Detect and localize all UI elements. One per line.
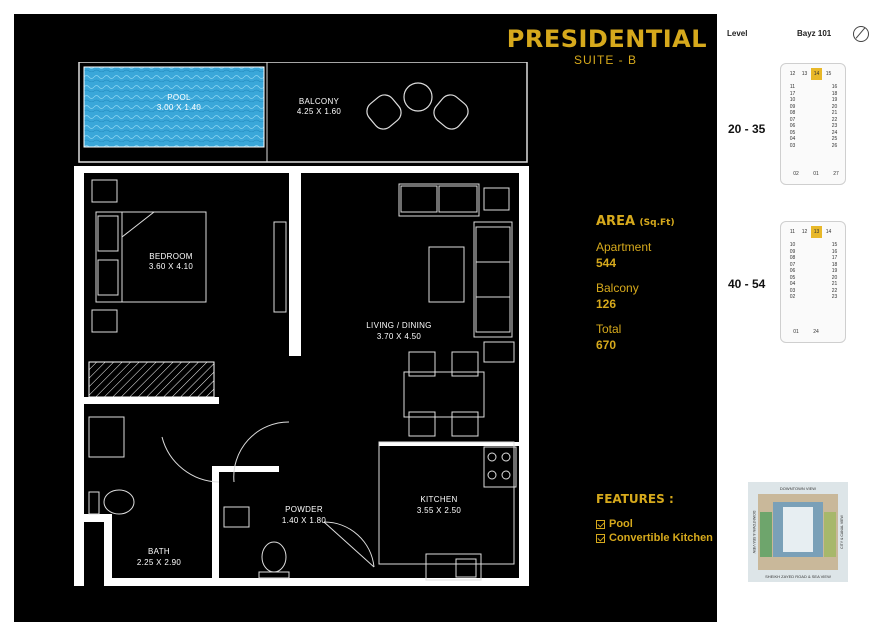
site-plan-image: [748, 482, 848, 582]
key-plan-unit: 08: [789, 110, 796, 116]
key-plan-unit: 04: [789, 136, 796, 142]
key-plan-unit: 19: [831, 268, 838, 274]
key-plan-unit: 03: [789, 287, 796, 294]
key-plan-unit: 15: [831, 242, 838, 248]
living-label: LIVING / DINING: [366, 321, 432, 330]
key-plan-unit: 13: [801, 71, 808, 77]
area-title: [596, 214, 716, 229]
key-plan-unit: 24: [813, 329, 819, 335]
kitchen-label: KITCHEN: [420, 495, 458, 504]
total-area-label: Total: [596, 322, 622, 336]
building-name: Bayz 101: [797, 29, 832, 38]
unit-title: PRESIDENTIAL: [506, 25, 707, 53]
checkbox-icon: [596, 534, 605, 543]
features-panel: [596, 492, 726, 544]
key-plan-unit: 12: [801, 229, 808, 235]
key-plan-unit: 08: [789, 255, 796, 261]
key-plan-unit: 02: [793, 171, 799, 177]
key-plan-unit: 18: [831, 261, 838, 268]
key-plan-unit: 07: [789, 116, 796, 123]
site-right-label: CITY & CANAL VIEW: [840, 515, 844, 549]
bedroom-size: 3.60 X 4.10: [148, 262, 194, 271]
unit-subtitle: SUITE - B: [573, 53, 637, 67]
balcony-area-value: 126: [596, 297, 617, 311]
key-plan-unit: 05: [789, 274, 796, 281]
level-range-2: 40 - 54: [728, 277, 766, 291]
key-plan-unit: 15: [825, 71, 832, 77]
powder-label: POWDER: [285, 505, 323, 514]
dining-table: [404, 352, 484, 436]
feature-item: [596, 532, 726, 544]
features-title: FEATURES :: [596, 492, 674, 506]
key-plan-unit: 01: [793, 329, 799, 335]
checkbox-icon: [596, 520, 605, 529]
wardrobe: [274, 222, 286, 312]
key-plan-unit: 21: [831, 110, 838, 116]
title-block: [507, 26, 707, 67]
key-plan-unit: 27: [833, 171, 839, 177]
key-plan-unit: 18: [831, 90, 838, 97]
powder-size: 1.40 X 1.80: [281, 516, 327, 525]
kitchen-size: 3.55 X 2.50: [416, 506, 462, 515]
pool-size: 3.00 X 1.40: [156, 103, 202, 112]
feature-kitchen: Convertible Kitchen: [609, 532, 713, 544]
key-plan-unit: 17: [789, 90, 796, 97]
bath-label: BATH: [148, 547, 170, 556]
balcony-label: BALCONY: [298, 97, 340, 106]
apartment-area-label: Apartment: [596, 240, 652, 254]
key-plan-unit: 17: [831, 255, 838, 261]
key-plan-unit: 09: [789, 103, 796, 110]
key-plan-unit: 26: [831, 142, 838, 149]
site-bottom-label: SHEIKH ZAYED ROAD & SEA VIEW: [765, 574, 831, 579]
key-plan-unit: 20: [831, 103, 838, 110]
floor-plan: [74, 62, 534, 592]
bath-size: 2.25 X 2.90: [136, 558, 182, 567]
key-plan-unit: 02: [789, 294, 796, 300]
pool-label: POOL: [167, 93, 191, 102]
doors: [162, 422, 374, 567]
floor-plan-sheet: [14, 14, 717, 622]
powder-fixtures: [224, 507, 289, 578]
key-plan-unit: 10: [789, 242, 796, 248]
bedroom-label: BEDROOM: [149, 252, 193, 261]
key-plan-unit: 20: [831, 274, 838, 281]
key-plan-unit: 23: [831, 123, 838, 129]
area-unit: (Sq.Ft): [639, 218, 675, 228]
compass-icon: [853, 26, 869, 42]
key-plan-unit: 16: [831, 248, 838, 255]
balcony-size: 4.25 X 1.60: [296, 107, 342, 116]
key-plan-unit: 24: [831, 129, 838, 136]
feature-item: [596, 518, 726, 530]
key-plan-unit: 12: [789, 71, 796, 77]
level-range-1: 20 - 35: [728, 122, 766, 136]
key-plan-unit: 04: [789, 281, 796, 287]
key-plan-unit: 06: [789, 123, 796, 129]
key-plan-unit: 11: [789, 229, 796, 235]
key-plan-levels-40-54: [780, 221, 846, 343]
balcony-area-label: Balcony: [596, 281, 639, 295]
bath-fixtures: [89, 417, 134, 514]
site-left-label: DOWNTOWN & SEA VIEW: [752, 510, 756, 554]
key-plan-unit: 25: [831, 136, 838, 142]
key-plan-unit: 10: [789, 97, 796, 103]
area-title-text: AREA: [596, 214, 636, 229]
key-plan-unit: 19: [831, 97, 838, 103]
key-plan-unit: 22: [831, 116, 838, 123]
hatched-area: [89, 362, 214, 397]
total-area-value: 670: [596, 338, 617, 352]
key-plan-unit: 14: [811, 68, 822, 80]
key-plan-unit: 13: [811, 226, 822, 238]
key-plan-unit: 16: [831, 84, 838, 90]
key-plan-unit: 01: [813, 171, 819, 177]
key-plan-levels-20-35: [780, 63, 846, 185]
site-top-label: DOWNTOWN VIEW: [779, 486, 817, 491]
balcony-chairs: [363, 83, 472, 133]
key-plan-unit: 06: [789, 268, 796, 274]
feature-pool: Pool: [609, 518, 633, 530]
apartment-area-value: 544: [596, 256, 617, 270]
key-plan-unit: 22: [831, 287, 838, 294]
key-plan-unit: 03: [789, 142, 796, 149]
key-plan-unit: 09: [789, 248, 796, 255]
living-size: 3.70 X 4.50: [376, 332, 422, 341]
key-plan-unit: 14: [825, 229, 832, 235]
key-plan-unit: 07: [789, 261, 796, 268]
level-label: Level: [727, 29, 748, 38]
key-plan-unit: 21: [831, 281, 838, 287]
key-plan-unit: 05: [789, 129, 796, 136]
key-plan-unit: 23: [831, 294, 838, 300]
area-panel: [596, 214, 716, 352]
key-plan-unit: 11: [789, 84, 796, 90]
